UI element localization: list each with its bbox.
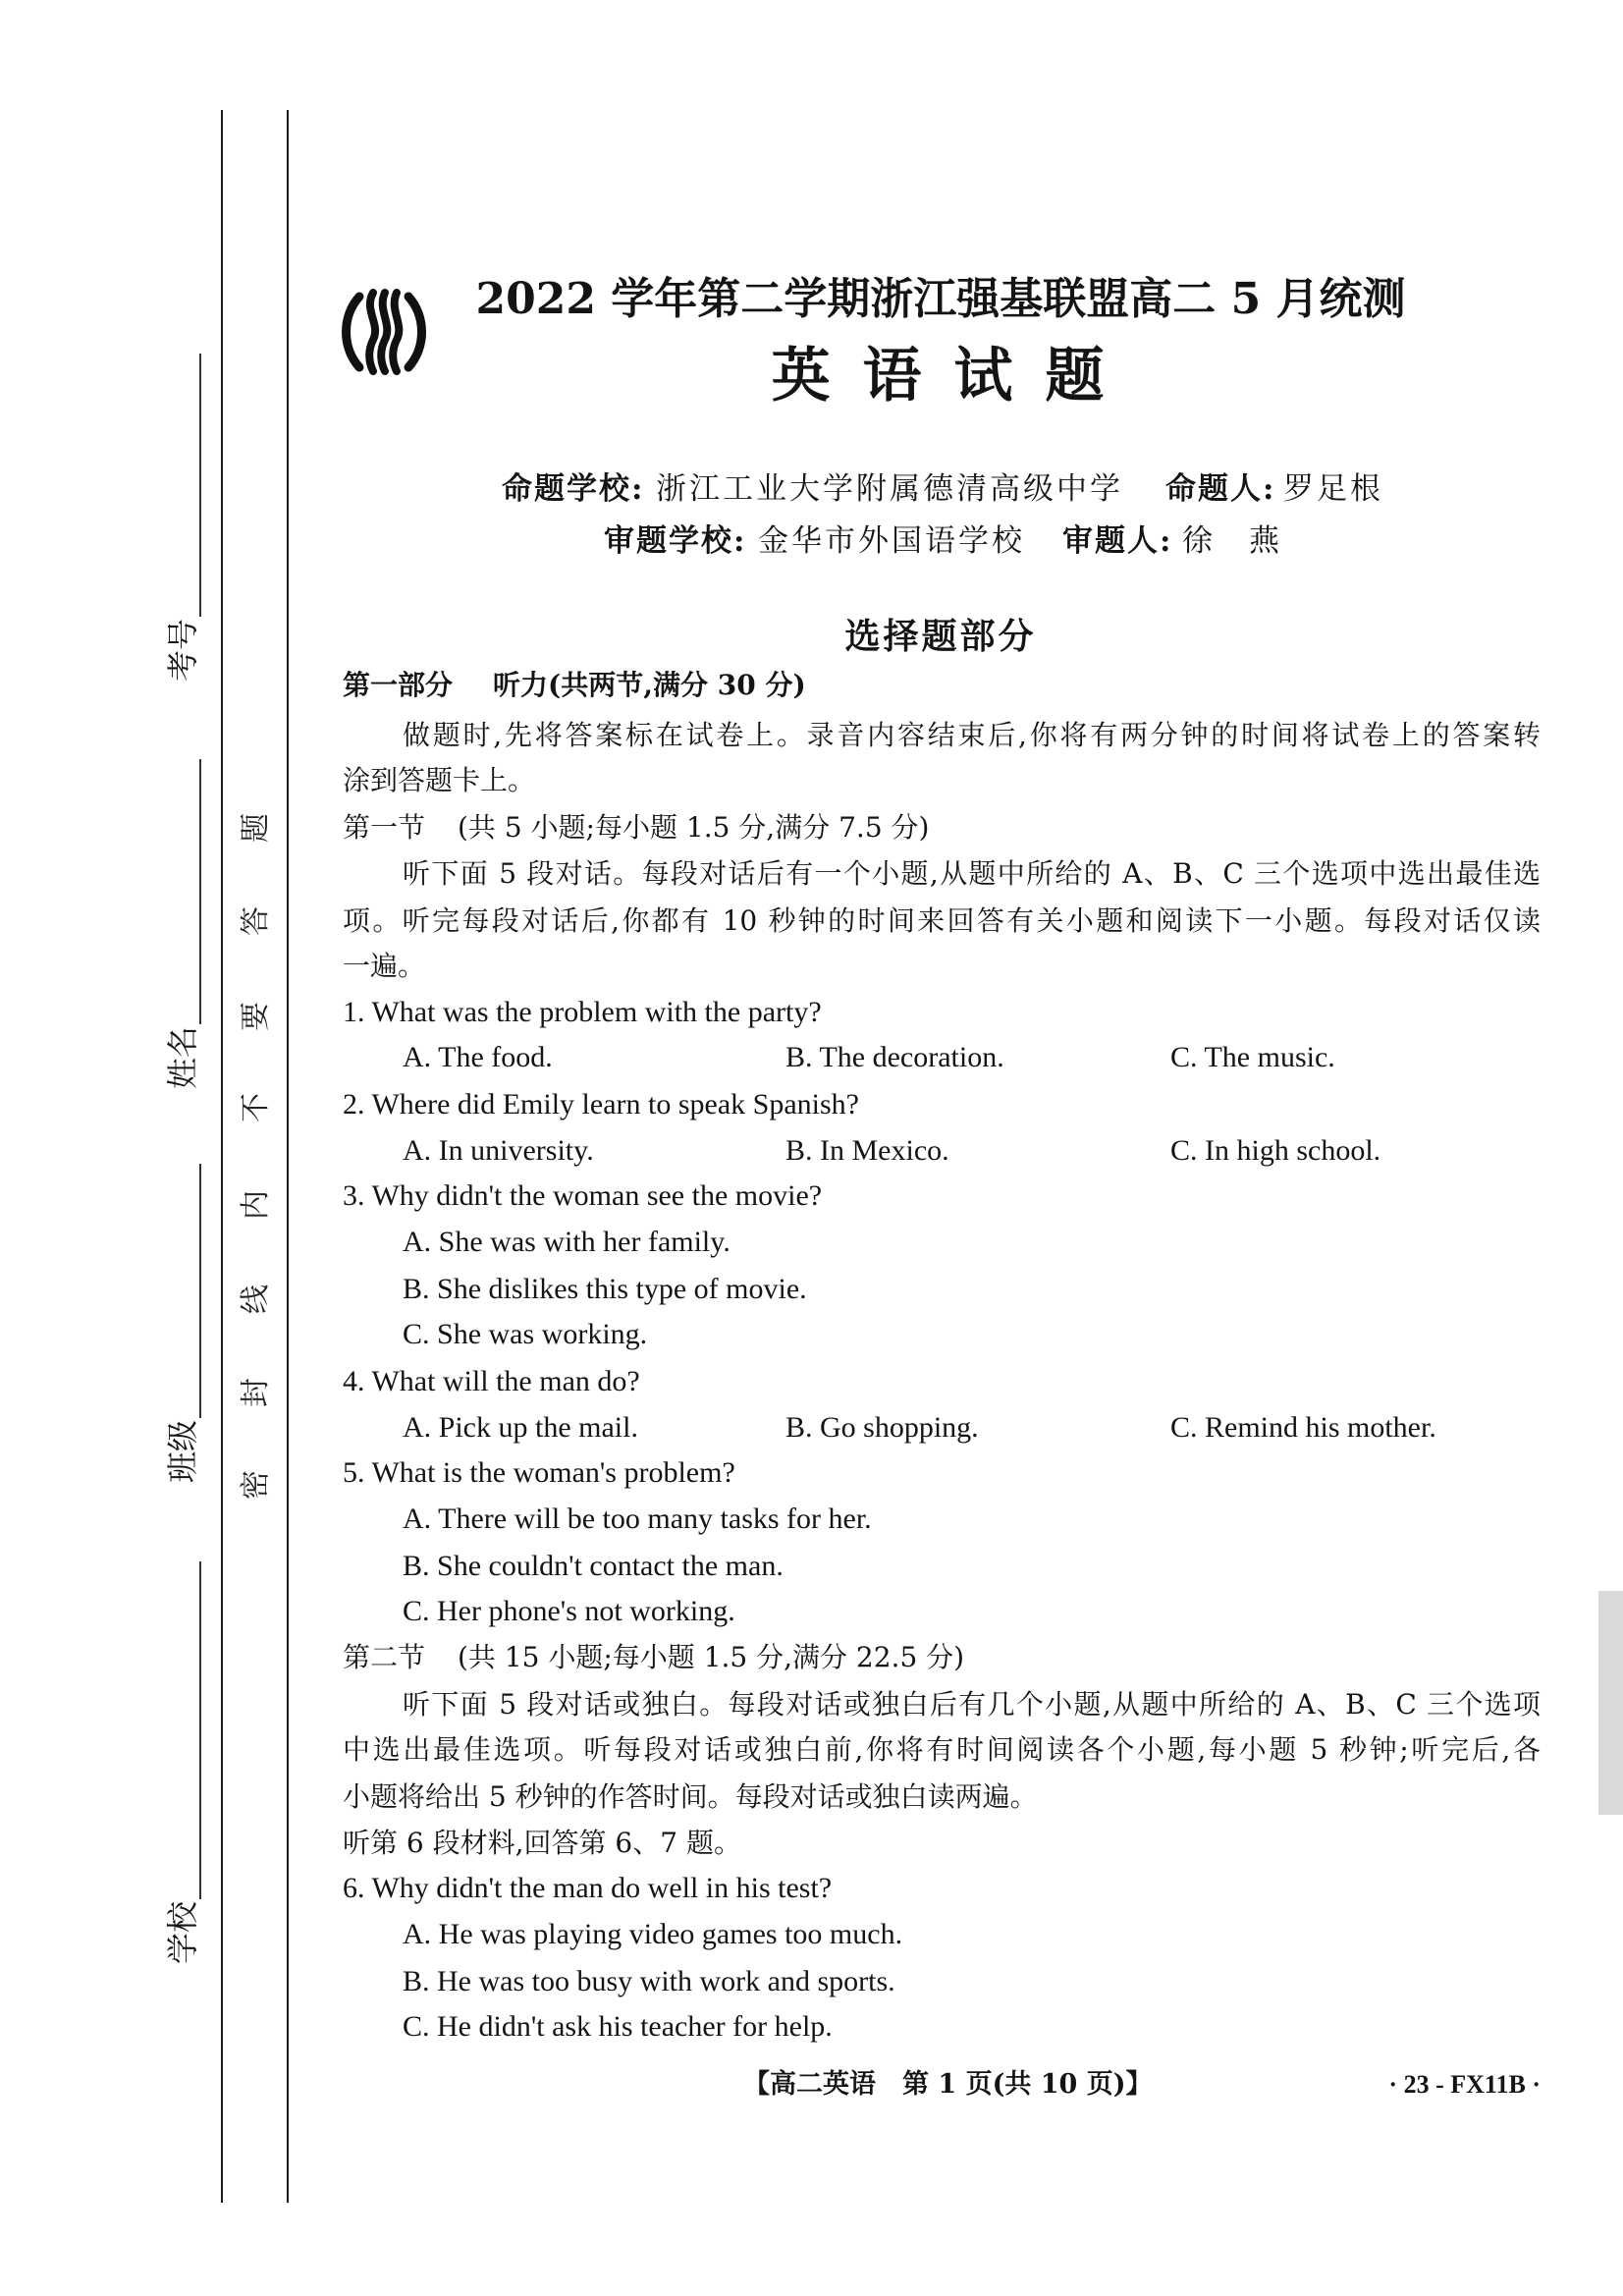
question-option: A. In university. — [403, 1134, 594, 1167]
question-option: C. Her phone's not working. — [403, 1595, 735, 1627]
question-option: A. He was playing video games too much. — [403, 1918, 903, 1950]
reviewer-label: 审题人: — [1062, 523, 1173, 559]
question-option: A. Pick up the mail. — [403, 1411, 638, 1444]
seal-char: 内 — [239, 1190, 273, 1220]
question-option: B. In Mexico. — [785, 1134, 949, 1167]
section2-instruction-line: 中选出最佳选项。听每段对话或独白前,你将有时间阅读各个小题,每小题 5 秒钟;听完后,各 — [343, 1733, 1541, 1766]
exam-title: 2022 学年第二学期浙江强基联盟高二 5 月统测 — [475, 274, 1406, 324]
question-option: C. Remind his mother. — [1170, 1411, 1436, 1444]
question-option: A. There will be too many tasks for her. — [403, 1503, 872, 1535]
section2-instruction-line: 小题将给出 5 秒钟的作答时间。每段对话或独白读两遍。 — [343, 1780, 1038, 1813]
question-option: A. She was with her family. — [403, 1226, 730, 1258]
section-title: 选择题部分 — [844, 616, 1037, 657]
binding-rule-inner — [287, 110, 289, 2203]
instruction-line: 做题时,先将答案标在试卷上。录音内容结束后,你将有两分钟的时间将试卷上的答案转 — [403, 719, 1541, 751]
question-stem: 1. What was the problem with the party? — [343, 996, 822, 1028]
seal-char: 不 — [239, 1093, 273, 1122]
reviewer-name: 徐 燕 — [1182, 523, 1282, 559]
seal-char: 答 — [239, 906, 273, 936]
exam-number-blank — [199, 354, 201, 617]
section1-title: (共 5 小题;每小题 1.5 分,满分 7.5 分) — [458, 811, 930, 844]
reviewer-school: 金华市外国语学校 — [758, 523, 1025, 559]
subject-title: 英 语 试 题 — [771, 342, 1110, 410]
school-label: 学校 — [164, 1900, 201, 1965]
question-option: C. In high school. — [1170, 1134, 1381, 1167]
setter-school-label: 命题学校: — [502, 471, 645, 507]
section1-instruction-line: 一遍。 — [343, 950, 426, 982]
school-blank — [199, 1561, 201, 1899]
question-option: C. He didn't ask his teacher for help. — [403, 2010, 833, 2043]
section2-title: (共 15 小题;每小题 1.5 分,满分 22.5 分) — [458, 1641, 965, 1673]
question-option: A. The food. — [403, 1041, 553, 1073]
material-note: 听第 6 段材料,回答第 6、7 题。 — [343, 1827, 741, 1859]
setter-school: 浙江工业大学附属德清高级中学 — [656, 471, 1123, 507]
binding-rule-outer — [221, 110, 223, 2203]
section1-instruction-line: 项。听完每段对话后,你都有 10 秒钟的时间来回答有关小题和阅读下一小题。每段对话仅读 — [343, 904, 1541, 937]
part-title: 听力(共两节,满分 30 分) — [493, 669, 806, 701]
section1-instruction-line: 听下面 5 段对话。每段对话后有一个小题,从题中所给的 A、B、C 三个选项中选出最佳选 — [403, 857, 1541, 890]
part-label: 第一部分 — [343, 669, 454, 701]
section1-label: 第一节 — [343, 811, 426, 844]
seal-char: 要 — [239, 1002, 273, 1031]
class-label: 班级 — [164, 1419, 201, 1484]
question-stem: 5. What is the woman's problem? — [343, 1456, 735, 1489]
setter-name: 罗足根 — [1283, 471, 1383, 507]
scan-edge-shade — [1598, 1591, 1623, 1815]
question-option: C. The music. — [1170, 1041, 1335, 1073]
question-option: B. The decoration. — [785, 1041, 1004, 1073]
seal-char: 封 — [239, 1378, 273, 1407]
seal-char: 密 — [239, 1470, 273, 1500]
question-option: B. Go shopping. — [785, 1411, 979, 1444]
paper-code: · 23 - FX11B · — [1388, 2070, 1541, 2099]
seal-char: 题 — [239, 813, 273, 843]
section2-label: 第二节 — [343, 1641, 426, 1673]
reviewer-school-label: 审题学校: — [604, 523, 747, 559]
name-blank — [199, 759, 201, 1024]
question-option: B. She couldn't contact the man. — [403, 1550, 784, 1582]
question-stem: 2. Where did Emily learn to speak Spanish? — [343, 1088, 859, 1121]
class-blank — [199, 1164, 201, 1418]
exam-number-label: 考号 — [164, 618, 201, 683]
question-stem: 3. Why didn't the woman see the movie? — [343, 1179, 823, 1212]
name-label: 姓名 — [164, 1025, 201, 1090]
question-option: B. She dislikes this type of movie. — [403, 1273, 807, 1305]
section2-instruction-line: 听下面 5 段对话或独白。每段对话或独白后有几个小题,从题中所给的 A、B、C 三个选项 — [403, 1688, 1541, 1721]
question-option: C. She was working. — [403, 1318, 648, 1350]
instruction-line: 涂到答题卡上。 — [343, 764, 536, 796]
seal-char: 线 — [239, 1285, 273, 1314]
setter-label: 命题人: — [1165, 471, 1276, 507]
question-stem: 6. Why didn't the man do well in his test? — [343, 1872, 833, 1904]
question-stem: 4. What will the man do? — [343, 1365, 640, 1397]
question-option: B. He was too busy with work and sports. — [403, 1965, 895, 1997]
page-number: 【高二英语 第 1 页(共 10 页)】 — [743, 2069, 1153, 2100]
